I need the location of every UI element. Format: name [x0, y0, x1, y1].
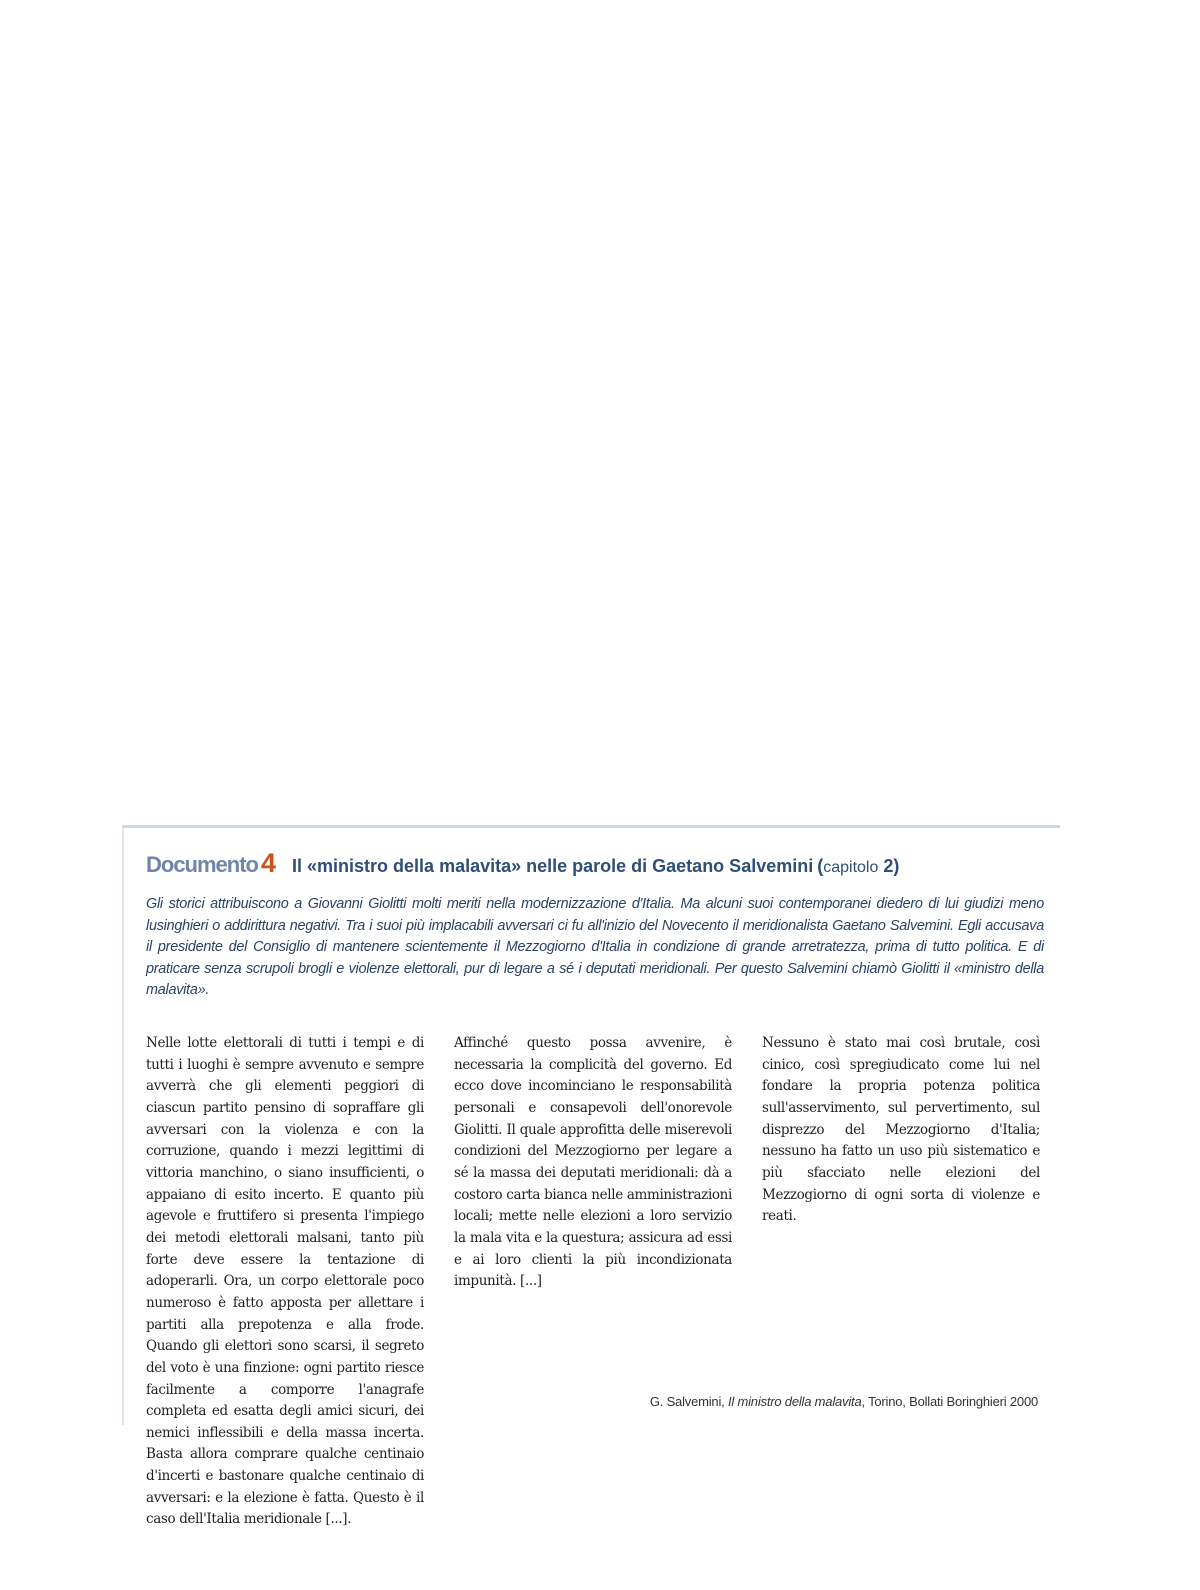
chapter-reference	[817, 856, 899, 876]
document-box	[122, 825, 1060, 1528]
body-column-2	[454, 1033, 732, 1293]
document-number: 4	[261, 848, 277, 878]
body-paragraph-1: Nelle lotte elettorali di tutti i tempi e di tutti i luoghi è sempre avvenuto e sempre avverrà che gli elementi peggiori di ciascun partito pensino di sopraffare gli avversari con la violenza e con la corruzione, quando i mezzi legittimi di vittoria manchino, o siano insufficienti, o appaiano di esito incerto. E quanto più agevole e fruttifero si presenta l'impiego dei metodi elettorali malsani, tanto più forte deve essere la tentazione di adoperarli. Ora, un corpo elettorale poco numeroso è fatto apposta per allettare i partiti alla prepotenza e alla frode. Quando gli elettori sono scarsi, il segreto del voto è una finzione: ogni partito riesce facilmente a comporre l'anagrafe completa ed esatta degli amici sicuri, dei nemici inflessibili e della massa incerta. Basta allora comprare qualche centinaio d'incerti e bastonare qualche centinaio di avversari: e la elezione è fatta. Questo è il caso dell'Italia meridionale [...].	[146, 1035, 424, 1528]
document-label: Documento	[146, 852, 258, 877]
source-citation	[650, 1394, 1038, 1409]
body-column-1	[146, 1033, 424, 1531]
citation-author: G. Salvemini,	[649, 1394, 728, 1409]
citation-publisher: , Torino, Bollati Boringhieri 2000	[861, 1394, 1038, 1409]
intro-paragraph: Gli storici attribuiscono a Giovanni Giolitti molti meriti nella modernizzazione d'Italia. Ma alcuni suoi contemporanei diedero di lui giudizi meno lusinghieri o addirittura negativi. Tra i suoi più implacabili avversari ci fu all'inizio del Novecento il meridionalista Gaetano Salvemini. Egli accusava il presidente del Consiglio di mantenere scientemente il Mezzogiorno d'Italia in condizione di grande arretratezza, prima di tutto politica. E di praticare senza scrupoli brogli e violenze elettorali, pur di legare a sé i deputati meridionali. Per questo Salvemini chiamò Giolitti il «ministro della malavita».	[146, 896, 1044, 998]
document-header	[146, 848, 1046, 879]
body-paragraph-3: Nessuno è stato mai così brutale, così cinico, così spregiudicato come lui nel fondare la propria potenza politica sull'asservimento, sul pervertimento, sul disprezzo del Mezzogiorno d'Italia; nessuno ha fatto un uso più sistematico e più sfacciato nelle elezioni del Mezzogiorno di ogni sorta di violenze e reati.	[762, 1035, 1040, 1225]
citation-title: Il ministro della malavita	[727, 1394, 862, 1409]
body-paragraph-2: Affinché questo possa avvenire, è necessaria la complicità del governo. Ed ecco dove incominciano le responsabilità personali e consapevoli dell'onorevole Giolitti. Il quale approfitta delle miserevoli condizioni del Mezzogiorno per legare a sé la massa dei deputati meridionali: dà a costoro carta bianca nelle amministrazioni locali; mette nelle elezioni a loro servizio la mala vita e la questura; assicura ad essi e ai loro clienti la più incondizionata impunità. [...]	[454, 1035, 732, 1290]
chapter-word: capitolo	[823, 859, 879, 876]
chapter-open-paren: (	[817, 856, 824, 876]
document-title: Il «ministro della malavita» nelle parole di Gaetano Salvemini	[292, 856, 814, 876]
chapter-number: 2)	[883, 856, 900, 876]
body-column-3	[762, 1033, 1040, 1228]
